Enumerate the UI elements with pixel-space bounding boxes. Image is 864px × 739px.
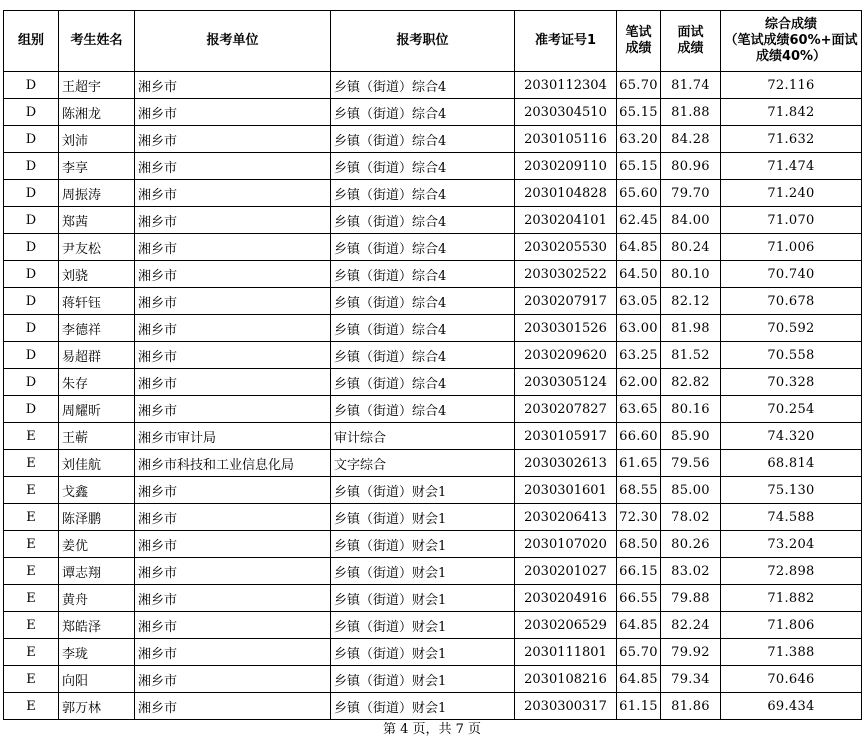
cell-written-score: 63.00 [617, 315, 661, 342]
cell-interview-score: 83.02 [661, 558, 721, 585]
cell-group: D [4, 72, 59, 99]
cell-total-score: 72.116 [721, 72, 862, 99]
table-row [4, 558, 862, 585]
cell-interview-score: 81.86 [661, 693, 721, 720]
cell-unit: 湘乡市 [135, 531, 331, 558]
cell-position: 乡镇（街道）综合4 [331, 396, 515, 423]
cell-position: 乡镇（街道）财会1 [331, 477, 515, 504]
table-row [4, 504, 862, 531]
cell-group: D [4, 369, 59, 396]
cell-exam-id: 2030206529 [515, 612, 617, 639]
cell-name: 蒋轩钰 [59, 288, 135, 315]
cell-exam-id: 2030209620 [515, 342, 617, 369]
cell-total-score: 70.740 [721, 261, 862, 288]
cell-exam-id: 2030204916 [515, 585, 617, 612]
cell-interview-score: 80.26 [661, 531, 721, 558]
cell-written-score: 66.15 [617, 558, 661, 585]
cell-group: D [4, 126, 59, 153]
cell-interview-score: 81.88 [661, 99, 721, 126]
cell-interview-score: 80.24 [661, 234, 721, 261]
table-row [4, 612, 862, 639]
table-row [4, 126, 862, 153]
cell-unit: 湘乡市 [135, 504, 331, 531]
cell-unit: 湘乡市 [135, 261, 331, 288]
cell-position: 乡镇（街道）综合4 [331, 72, 515, 99]
cell-written-score: 65.60 [617, 180, 661, 207]
cell-unit: 湘乡市 [135, 72, 331, 99]
cell-position: 乡镇（街道）财会1 [331, 504, 515, 531]
table-row [4, 342, 862, 369]
table-row [4, 180, 862, 207]
cell-position: 审计综合 [331, 423, 515, 450]
cell-position: 乡镇（街道）财会1 [331, 585, 515, 612]
cell-unit: 湘乡市 [135, 558, 331, 585]
cell-written-score: 62.00 [617, 369, 661, 396]
header-written-score: 笔试 成绩 [617, 11, 661, 72]
cell-exam-id: 2030305124 [515, 369, 617, 396]
cell-unit: 湘乡市 [135, 477, 331, 504]
cell-interview-score: 84.28 [661, 126, 721, 153]
cell-exam-id: 2030107020 [515, 531, 617, 558]
table-row [4, 207, 862, 234]
cell-unit: 湘乡市 [135, 180, 331, 207]
cell-exam-id: 2030304510 [515, 99, 617, 126]
cell-written-score: 64.50 [617, 261, 661, 288]
cell-written-score: 61.65 [617, 450, 661, 477]
cell-written-score: 62.45 [617, 207, 661, 234]
cell-position: 文字综合 [331, 450, 515, 477]
cell-group: E [4, 666, 59, 693]
cell-written-score: 63.25 [617, 342, 661, 369]
table-row [4, 531, 862, 558]
cell-total-score: 70.592 [721, 315, 862, 342]
header-unit: 报考单位 [135, 11, 331, 72]
cell-written-score: 63.20 [617, 126, 661, 153]
table-row [4, 450, 862, 477]
cell-unit: 湘乡市 [135, 207, 331, 234]
cell-position: 乡镇（街道）综合4 [331, 126, 515, 153]
cell-group: D [4, 315, 59, 342]
table-row [4, 72, 862, 99]
table-row [4, 423, 862, 450]
table-row [4, 666, 862, 693]
cell-group: E [4, 531, 59, 558]
table-row [4, 153, 862, 180]
cell-group: D [4, 288, 59, 315]
table-row [4, 585, 862, 612]
cell-name: 王超宇 [59, 72, 135, 99]
cell-exam-id: 2030207917 [515, 288, 617, 315]
cell-written-score: 63.65 [617, 396, 661, 423]
cell-interview-score: 79.92 [661, 639, 721, 666]
cell-total-score: 70.558 [721, 342, 862, 369]
cell-total-score: 71.882 [721, 585, 862, 612]
cell-interview-score: 81.74 [661, 72, 721, 99]
cell-exam-id: 2030301526 [515, 315, 617, 342]
cell-group: E [4, 477, 59, 504]
table-row [4, 99, 862, 126]
cell-group: D [4, 261, 59, 288]
cell-name: 周振涛 [59, 180, 135, 207]
cell-position: 乡镇（街道）综合4 [331, 153, 515, 180]
cell-group: E [4, 504, 59, 531]
cell-name: 刘骁 [59, 261, 135, 288]
cell-total-score: 75.130 [721, 477, 862, 504]
table-row [4, 234, 862, 261]
cell-written-score: 64.85 [617, 612, 661, 639]
cell-total-score: 72.898 [721, 558, 862, 585]
cell-total-score: 70.678 [721, 288, 862, 315]
cell-exam-id: 2030300317 [515, 693, 617, 720]
cell-exam-id: 2030204101 [515, 207, 617, 234]
cell-position: 乡镇（街道）综合4 [331, 234, 515, 261]
cell-written-score: 68.55 [617, 477, 661, 504]
table-row [4, 396, 862, 423]
score-table [3, 10, 862, 720]
cell-interview-score: 79.88 [661, 585, 721, 612]
cell-exam-id: 2030209110 [515, 153, 617, 180]
table-body [4, 72, 862, 720]
cell-group: E [4, 639, 59, 666]
cell-position: 乡镇（街道）综合4 [331, 288, 515, 315]
cell-interview-score: 78.02 [661, 504, 721, 531]
cell-exam-id: 2030302613 [515, 450, 617, 477]
cell-exam-id: 2030207827 [515, 396, 617, 423]
cell-position: 乡镇（街道）综合4 [331, 369, 515, 396]
cell-name: 李享 [59, 153, 135, 180]
cell-total-score: 71.070 [721, 207, 862, 234]
cell-group: E [4, 450, 59, 477]
cell-interview-score: 82.82 [661, 369, 721, 396]
cell-unit: 湘乡市 [135, 369, 331, 396]
cell-group: D [4, 207, 59, 234]
header-name: 考生姓名 [59, 11, 135, 72]
cell-interview-score: 82.12 [661, 288, 721, 315]
cell-group: D [4, 153, 59, 180]
cell-exam-id: 2030105116 [515, 126, 617, 153]
cell-interview-score: 79.70 [661, 180, 721, 207]
cell-name: 姜优 [59, 531, 135, 558]
cell-exam-id: 2030302522 [515, 261, 617, 288]
cell-total-score: 71.006 [721, 234, 862, 261]
cell-unit: 湘乡市 [135, 585, 331, 612]
cell-exam-id: 2030201027 [515, 558, 617, 585]
cell-interview-score: 80.96 [661, 153, 721, 180]
cell-unit: 湘乡市 [135, 396, 331, 423]
cell-total-score: 71.240 [721, 180, 862, 207]
cell-position: 乡镇（街道）财会1 [331, 558, 515, 585]
cell-total-score: 68.814 [721, 450, 862, 477]
cell-group: E [4, 612, 59, 639]
cell-total-score: 70.328 [721, 369, 862, 396]
cell-interview-score: 81.52 [661, 342, 721, 369]
cell-position: 乡镇（街道）财会1 [331, 639, 515, 666]
table-row [4, 288, 862, 315]
cell-total-score: 74.588 [721, 504, 862, 531]
table-header-row [4, 11, 862, 72]
cell-name: 周耀昕 [59, 396, 135, 423]
cell-name: 向阳 [59, 666, 135, 693]
cell-written-score: 65.70 [617, 639, 661, 666]
header-exam-id: 准考证号1 [515, 11, 617, 72]
cell-group: E [4, 693, 59, 720]
cell-interview-score: 82.24 [661, 612, 721, 639]
cell-written-score: 64.85 [617, 666, 661, 693]
header-group: 组别 [4, 11, 59, 72]
cell-total-score: 71.842 [721, 99, 862, 126]
cell-unit: 湘乡市 [135, 666, 331, 693]
cell-unit: 湘乡市 [135, 126, 331, 153]
cell-position: 乡镇（街道）综合4 [331, 207, 515, 234]
cell-unit: 湘乡市 [135, 288, 331, 315]
cell-name: 陈湘龙 [59, 99, 135, 126]
cell-name: 易超群 [59, 342, 135, 369]
header-interview-score: 面试 成绩 [661, 11, 721, 72]
cell-unit: 湘乡市 [135, 612, 331, 639]
cell-group: D [4, 180, 59, 207]
table-row [4, 693, 862, 720]
table-row [4, 477, 862, 504]
cell-exam-id: 2030111801 [515, 639, 617, 666]
cell-name: 朱存 [59, 369, 135, 396]
cell-name: 郑皓泽 [59, 612, 135, 639]
cell-interview-score: 85.90 [661, 423, 721, 450]
cell-position: 乡镇（街道）财会1 [331, 666, 515, 693]
cell-unit: 湘乡市 [135, 342, 331, 369]
cell-total-score: 69.434 [721, 693, 862, 720]
table-row [4, 261, 862, 288]
cell-group: D [4, 234, 59, 261]
cell-group: D [4, 99, 59, 126]
cell-unit: 湘乡市 [135, 639, 331, 666]
cell-interview-score: 80.16 [661, 396, 721, 423]
cell-position: 乡镇（街道）财会1 [331, 612, 515, 639]
cell-name: 尹友松 [59, 234, 135, 261]
cell-written-score: 65.15 [617, 99, 661, 126]
table-row [4, 315, 862, 342]
cell-name: 黄舟 [59, 585, 135, 612]
cell-written-score: 61.15 [617, 693, 661, 720]
header-total-score: 综合成绩 （笔试成绩60%+面试成绩40%） [721, 11, 862, 72]
cell-position: 乡镇（街道）综合4 [331, 261, 515, 288]
cell-written-score: 64.85 [617, 234, 661, 261]
cell-name: 刘佳航 [59, 450, 135, 477]
cell-name: 戈鑫 [59, 477, 135, 504]
cell-exam-id: 2030112304 [515, 72, 617, 99]
cell-name: 谭志翔 [59, 558, 135, 585]
cell-total-score: 71.632 [721, 126, 862, 153]
cell-total-score: 74.320 [721, 423, 862, 450]
cell-name: 郭万林 [59, 693, 135, 720]
cell-exam-id: 2030206413 [515, 504, 617, 531]
cell-unit: 湘乡市审计局 [135, 423, 331, 450]
cell-interview-score: 80.10 [661, 261, 721, 288]
cell-interview-score: 79.56 [661, 450, 721, 477]
cell-exam-id: 2030104828 [515, 180, 617, 207]
cell-written-score: 63.05 [617, 288, 661, 315]
cell-total-score: 71.474 [721, 153, 862, 180]
cell-unit: 湘乡市 [135, 153, 331, 180]
cell-exam-id: 2030105917 [515, 423, 617, 450]
cell-group: D [4, 396, 59, 423]
cell-name: 李德祥 [59, 315, 135, 342]
cell-interview-score: 81.98 [661, 315, 721, 342]
cell-name: 王蕲 [59, 423, 135, 450]
cell-written-score: 65.15 [617, 153, 661, 180]
cell-total-score: 73.204 [721, 531, 862, 558]
cell-interview-score: 84.00 [661, 207, 721, 234]
cell-group: E [4, 423, 59, 450]
cell-unit: 湘乡市科技和工业信息化局 [135, 450, 331, 477]
cell-group: E [4, 558, 59, 585]
cell-exam-id: 2030301601 [515, 477, 617, 504]
cell-written-score: 72.30 [617, 504, 661, 531]
cell-name: 郑茜 [59, 207, 135, 234]
cell-unit: 湘乡市 [135, 693, 331, 720]
cell-group: D [4, 342, 59, 369]
cell-total-score: 71.388 [721, 639, 862, 666]
cell-written-score: 68.50 [617, 531, 661, 558]
cell-position: 乡镇（街道）综合4 [331, 180, 515, 207]
cell-total-score: 71.806 [721, 612, 862, 639]
cell-exam-id: 2030205530 [515, 234, 617, 261]
cell-position: 乡镇（街道）综合4 [331, 99, 515, 126]
cell-group: E [4, 585, 59, 612]
cell-interview-score: 85.00 [661, 477, 721, 504]
cell-written-score: 66.60 [617, 423, 661, 450]
cell-total-score: 70.646 [721, 666, 862, 693]
table-row [4, 369, 862, 396]
cell-unit: 湘乡市 [135, 234, 331, 261]
cell-position: 乡镇（街道）财会1 [331, 693, 515, 720]
cell-name: 李珑 [59, 639, 135, 666]
page-footer: 第 4 页，共 7 页 [382, 722, 482, 737]
cell-total-score: 70.254 [721, 396, 862, 423]
cell-name: 刘沛 [59, 126, 135, 153]
cell-unit: 湘乡市 [135, 99, 331, 126]
cell-written-score: 66.55 [617, 585, 661, 612]
cell-position: 乡镇（街道）综合4 [331, 315, 515, 342]
cell-unit: 湘乡市 [135, 315, 331, 342]
header-position: 报考职位 [331, 11, 515, 72]
cell-position: 乡镇（街道）财会1 [331, 531, 515, 558]
cell-name: 陈泽鹏 [59, 504, 135, 531]
cell-written-score: 65.70 [617, 72, 661, 99]
cell-interview-score: 79.34 [661, 666, 721, 693]
table-row [4, 639, 862, 666]
cell-exam-id: 2030108216 [515, 666, 617, 693]
cell-position: 乡镇（街道）综合4 [331, 342, 515, 369]
